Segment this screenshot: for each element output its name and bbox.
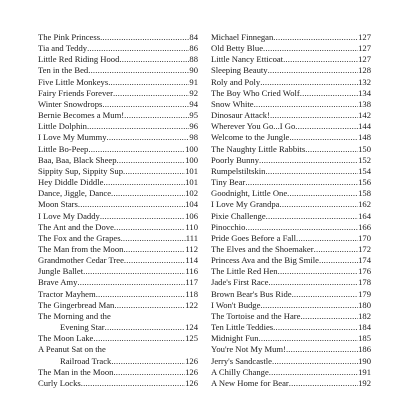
toc-entry-page-number: 127 <box>358 43 371 54</box>
dot-leader <box>87 121 189 132</box>
toc-entry <box>211 300 371 311</box>
dot-leader <box>289 132 358 143</box>
toc-entry-title: Curly Locks <box>38 377 81 388</box>
dot-leader <box>111 356 185 367</box>
toc-entry-title: Ten in the Bed <box>38 65 89 76</box>
toc-entry-title: The Ant and the Dove <box>38 221 114 232</box>
toc-entry-title: The Man in the Moon <box>38 366 114 377</box>
toc-entry-page-number: 124 <box>185 322 198 333</box>
toc-entry-title: I Won't Budge <box>211 299 261 310</box>
toc-entry-page-number: 126 <box>185 366 198 377</box>
toc-entry-title: Little Dolphin <box>38 121 87 132</box>
toc-entry <box>38 244 198 255</box>
toc-entry <box>211 222 371 233</box>
toc-entry-title: The Fox and the Grapes <box>38 232 121 243</box>
dot-leader <box>114 222 186 233</box>
toc-entry-title: Baa, Baa, Black Sheep <box>38 154 117 165</box>
toc-entry <box>38 177 198 188</box>
dot-leader <box>124 255 186 266</box>
toc-entry-title: Grandmother Cedar Tree <box>38 255 124 266</box>
toc-entry <box>211 356 371 367</box>
toc-entry-page-number: 100 <box>185 154 198 165</box>
toc-entry-title: Princess Ava and the Big Smile <box>211 255 319 266</box>
dot-leader <box>300 311 358 322</box>
toc-entry <box>211 244 371 255</box>
toc-entry-page-number: 134 <box>358 87 371 98</box>
dot-leader <box>287 188 358 199</box>
toc-entry-page-number: 174 <box>358 255 371 266</box>
toc-entry-page-number: 114 <box>185 255 198 266</box>
toc-entry-title: The Little Red Hen <box>211 266 278 277</box>
toc-entry-page-number: 90 <box>189 65 198 76</box>
toc-entry-title: Pride Goes Before a Fall <box>211 232 296 243</box>
dot-leader <box>280 199 359 210</box>
toc-entry <box>211 166 371 177</box>
toc-entry-page-number: 184 <box>358 322 371 333</box>
toc-entry <box>38 188 198 199</box>
toc-entry <box>211 322 371 333</box>
dot-leader <box>113 88 189 99</box>
toc-entry-page-number: 116 <box>185 266 198 277</box>
dot-leader <box>314 244 358 255</box>
toc-entry-title: Pinocchio <box>211 221 246 232</box>
toc-entry-title-line1: The Morning and the <box>38 310 111 321</box>
dot-leader <box>117 155 186 166</box>
toc-entry <box>211 177 371 188</box>
toc-entry-title: Poorly Bunny <box>211 154 259 165</box>
dot-leader <box>93 333 185 344</box>
toc-entry-title: Jade's First Race <box>211 277 269 288</box>
toc-entry <box>211 311 371 322</box>
dot-leader <box>269 367 358 378</box>
dot-leader <box>123 244 185 255</box>
dot-leader <box>124 110 189 121</box>
toc-entry-page-number: 138 <box>358 98 371 109</box>
toc-entry-title: Fairy Friends Forever <box>38 87 113 98</box>
toc-entry <box>211 333 371 344</box>
dot-leader <box>259 155 358 166</box>
dot-leader <box>102 99 189 110</box>
toc-entry-page-number: 178 <box>358 277 371 288</box>
toc-entry-title: Ten Little Teddies <box>211 322 274 333</box>
toc-entry-title: Hey Diddle Diddle <box>38 177 104 188</box>
toc-entry <box>38 199 198 210</box>
dot-leader <box>87 43 189 54</box>
toc-entry <box>211 110 371 121</box>
toc-entry <box>211 266 371 277</box>
dot-leader <box>111 188 185 199</box>
dot-leader <box>260 300 358 311</box>
toc-entry-page-number: 127 <box>358 32 371 42</box>
toc-entry-page-number: 84 <box>189 32 198 42</box>
toc-entry <box>211 233 371 244</box>
toc-entry <box>211 144 371 155</box>
toc-entry-title: You're Not My Mum! <box>211 344 286 355</box>
toc-entry-title: Five Little Monkeys <box>38 76 109 87</box>
toc-entry-page-number: 101 <box>185 177 198 188</box>
dot-leader <box>286 344 358 355</box>
toc-entry-page-number: 118 <box>185 288 198 299</box>
toc-entry <box>38 155 198 166</box>
toc-entry-title: Jerry's Sandcastle <box>211 355 272 366</box>
toc-entry-page-number: 180 <box>358 299 371 310</box>
toc-entry-title: The Pink Princess <box>38 32 101 42</box>
toc-entry-title: Pixie Challenge <box>211 210 266 221</box>
toc-entry-page-number: 144 <box>358 121 371 132</box>
toc-entry-title: A New Home for Bear <box>211 377 289 388</box>
toc-entry-page-number: 125 <box>185 333 198 344</box>
toc-entry-title: Rumpelstiltskin <box>211 165 266 176</box>
toc-entry-title-line1: A Peanut Sat on the <box>38 344 106 355</box>
toc-entry-title: I Love My Daddy <box>38 210 100 221</box>
dot-leader <box>83 266 185 277</box>
toc-entry-page-number: 166 <box>358 221 371 232</box>
toc-entry-page-number: 92 <box>189 87 198 98</box>
toc-entry-page-number: 102 <box>185 188 198 199</box>
dot-leader <box>273 322 358 333</box>
toc-entry-title: I Love My Grandpa <box>211 199 280 210</box>
dot-leader <box>100 32 189 43</box>
toc-entry <box>38 266 198 277</box>
toc-entry-title: I Love My Mummy <box>38 132 107 143</box>
toc-entry-page-number: 172 <box>358 243 371 254</box>
toc-entry-page-number: 126 <box>185 355 198 366</box>
toc-entry <box>38 333 198 344</box>
toc-entry-page-number: 128 <box>358 65 371 76</box>
dot-leader <box>268 277 358 288</box>
toc-entry-page-number: 100 <box>185 143 198 154</box>
toc-entry-page-number: 106 <box>185 210 198 221</box>
toc-entry-page-number: 132 <box>358 76 371 87</box>
toc-entry-page-number: 185 <box>358 333 371 344</box>
dot-leader <box>119 54 189 65</box>
toc-entry <box>211 43 371 54</box>
toc-entry-title: Snow White <box>211 98 254 109</box>
toc-entry <box>38 88 198 99</box>
toc-entry <box>211 367 371 378</box>
toc-entry-title: Tractor Mayhem <box>38 288 96 299</box>
toc-entry-title: Bernie Becomes a Mum! <box>38 110 125 121</box>
toc-entry-title: Wherever You Go...I Go <box>211 121 296 132</box>
toc-entry-title: Dance, Jiggle, Dance <box>38 188 112 199</box>
toc-entry-title: Midnight Fun <box>211 333 259 344</box>
toc-entry-title-line2: Railroad Track <box>60 355 112 366</box>
toc-entry-page-number: 95 <box>189 110 198 121</box>
toc-entry <box>38 344 198 366</box>
toc-entry <box>38 99 198 110</box>
dot-leader <box>123 166 185 177</box>
dot-leader <box>88 144 185 155</box>
toc-entry-title: Dinosaur Attack! <box>211 110 270 121</box>
dot-leader <box>100 211 185 222</box>
toc-entry-title: Welcome to the Jungle <box>211 132 290 143</box>
toc-entry-title: Tia and Teddy <box>38 43 88 54</box>
dot-leader <box>295 121 358 132</box>
toc-entry <box>38 43 198 54</box>
dot-leader <box>103 177 185 188</box>
toc-entry-title: Jungle Ballet <box>38 266 84 277</box>
dot-leader <box>78 199 185 210</box>
toc-entry-title: Little Bo-Peep <box>38 143 89 154</box>
toc-entry-title: The Man from the Moon <box>38 243 124 254</box>
toc-entry-title: Brave Amy <box>38 277 78 288</box>
toc-entry-page-number: 164 <box>358 210 371 221</box>
dot-leader <box>263 43 358 54</box>
toc-entry-page-number: 110 <box>185 221 198 232</box>
toc-entry <box>211 132 371 143</box>
toc-entry-title: Roly and Poly <box>211 76 261 87</box>
dot-leader <box>121 233 186 244</box>
dot-leader <box>81 378 185 389</box>
toc-entry <box>38 277 198 288</box>
toc-entry <box>211 155 371 166</box>
toc-entry <box>38 166 198 177</box>
dot-leader <box>107 132 190 143</box>
toc-entry-page-number: 117 <box>185 277 198 288</box>
toc-entry-page-number: 148 <box>358 132 371 143</box>
toc-entry-title: The Tortoise and the Hare <box>211 310 301 321</box>
dot-leader <box>319 255 358 266</box>
toc-entry <box>211 255 371 266</box>
toc-entry <box>38 54 198 65</box>
dot-leader <box>114 300 185 311</box>
toc-entry-page-number: 91 <box>189 76 198 87</box>
dot-leader <box>108 77 189 88</box>
toc-entry <box>211 77 371 88</box>
dot-leader <box>254 99 359 110</box>
toc-entry-page-number: 104 <box>185 199 198 210</box>
toc-entry-page-number: 112 <box>185 243 198 254</box>
toc-entry-page-number: 182 <box>358 310 371 321</box>
toc-entry-page-number: 150 <box>358 143 371 154</box>
toc-entry-title-line2: Evening Star <box>60 322 105 333</box>
toc-left-column <box>38 32 198 389</box>
toc-entry-page-number: 154 <box>358 165 371 176</box>
toc-entry-page-number: 86 <box>189 43 198 54</box>
dot-leader <box>266 211 358 222</box>
toc-entry-page-number: 122 <box>185 299 198 310</box>
toc-entry-title: Little Red Riding Hood <box>38 54 120 65</box>
toc-entry <box>211 199 371 210</box>
toc-entry-page-number: 127 <box>358 54 371 65</box>
dot-leader <box>300 88 358 99</box>
dot-leader <box>113 367 185 378</box>
toc-entry <box>211 289 371 300</box>
toc-entry-page-number: 158 <box>358 188 371 199</box>
toc-entry-title: The Moon Lake <box>38 333 94 344</box>
toc-entry <box>38 300 198 311</box>
dot-leader <box>305 144 358 155</box>
toc-entry-title: Sleeping Beauty <box>211 65 268 76</box>
toc-entry-page-number: 111 <box>185 232 198 243</box>
toc-entry <box>211 344 371 355</box>
toc-entry <box>38 289 198 300</box>
toc-entry-page-number: 94 <box>189 98 198 109</box>
toc-entry-title: Tiny Bear <box>211 177 246 188</box>
toc-entry-page-number: 162 <box>358 199 371 210</box>
toc-entry-title: The Boy Who Cried Wolf <box>211 87 300 98</box>
toc-entry-title: A Chilly Change <box>211 366 269 377</box>
toc-entry <box>211 277 371 288</box>
toc-entry-page-number: 152 <box>358 154 371 165</box>
toc-entry <box>38 233 198 244</box>
toc-entry-title: Little Nancy Etticoat <box>211 54 284 65</box>
toc-entry-page-number: 170 <box>358 232 371 243</box>
dot-leader <box>77 277 185 288</box>
toc-entry-page-number: 192 <box>358 377 371 388</box>
toc-entry <box>38 144 198 155</box>
dot-leader <box>270 110 358 121</box>
dot-leader <box>88 65 189 76</box>
toc-entry <box>38 65 198 76</box>
toc-entry <box>38 32 198 43</box>
toc-entry <box>38 110 198 121</box>
dot-leader <box>245 222 358 233</box>
toc-entry <box>38 255 198 266</box>
dot-leader <box>273 32 358 43</box>
toc-entry <box>38 132 198 143</box>
dot-leader <box>283 54 358 65</box>
toc-entry-page-number: 88 <box>189 54 198 65</box>
toc-entry-page-number: 190 <box>358 355 371 366</box>
toc-entry <box>211 211 371 222</box>
toc-entry-page-number: 101 <box>185 165 198 176</box>
toc-entry <box>38 311 198 333</box>
toc-entry <box>38 378 198 389</box>
toc-entry-page-number: 186 <box>358 344 371 355</box>
toc-entry <box>211 378 371 389</box>
toc-entry-title: Sippity Sup, Sippity Sup <box>38 165 124 176</box>
dot-leader <box>245 177 358 188</box>
toc-entry-title: The Naughty Little Rabbits <box>211 143 306 154</box>
toc-entry-title: Brown Bear's Bus Ride <box>211 288 292 299</box>
toc-entry-page-number: 142 <box>358 110 371 121</box>
toc-entry <box>211 54 371 65</box>
toc-entry-title: Old Betty Blue <box>211 43 264 54</box>
dot-leader <box>268 65 359 76</box>
toc-entry <box>211 88 371 99</box>
dot-leader <box>105 322 185 333</box>
dot-leader <box>278 266 359 277</box>
toc-entry <box>38 367 198 378</box>
toc-entry <box>211 188 371 199</box>
toc-entry <box>38 222 198 233</box>
toc-entry-title: Goodnight, Little One <box>211 188 288 199</box>
toc-entry <box>38 121 198 132</box>
dot-leader <box>259 333 359 344</box>
toc-entry-page-number: 126 <box>185 377 198 388</box>
toc-entry-page-number: 98 <box>189 132 198 143</box>
toc-entry <box>211 99 371 110</box>
dot-leader <box>272 356 358 367</box>
dot-leader <box>260 77 358 88</box>
toc-entry-title: Winter Snowdrops <box>38 98 103 109</box>
toc-entry-title: Michael Finnegan <box>211 32 274 42</box>
toc-entry <box>211 121 371 132</box>
toc-entry-page-number: 191 <box>358 366 371 377</box>
toc-entry-page-number: 156 <box>358 177 371 188</box>
toc-entry-page-number: 96 <box>189 121 198 132</box>
dot-leader <box>289 378 358 389</box>
toc-entry-title: The Elves and the Shoemaker <box>211 243 314 254</box>
toc-entry <box>38 77 198 88</box>
toc-entry <box>211 32 371 43</box>
toc-entry <box>211 65 371 76</box>
dot-leader <box>292 289 359 300</box>
toc-right-column <box>211 32 371 389</box>
toc-entry-title: The Gingerbread Man <box>38 299 115 310</box>
toc-entry-page-number: 179 <box>358 288 371 299</box>
dot-leader <box>265 166 358 177</box>
dot-leader <box>96 289 186 300</box>
dot-leader <box>296 233 358 244</box>
toc-entry <box>38 211 198 222</box>
toc-entry-title: Moon Stars <box>38 199 78 210</box>
toc-entry-page-number: 176 <box>358 266 371 277</box>
